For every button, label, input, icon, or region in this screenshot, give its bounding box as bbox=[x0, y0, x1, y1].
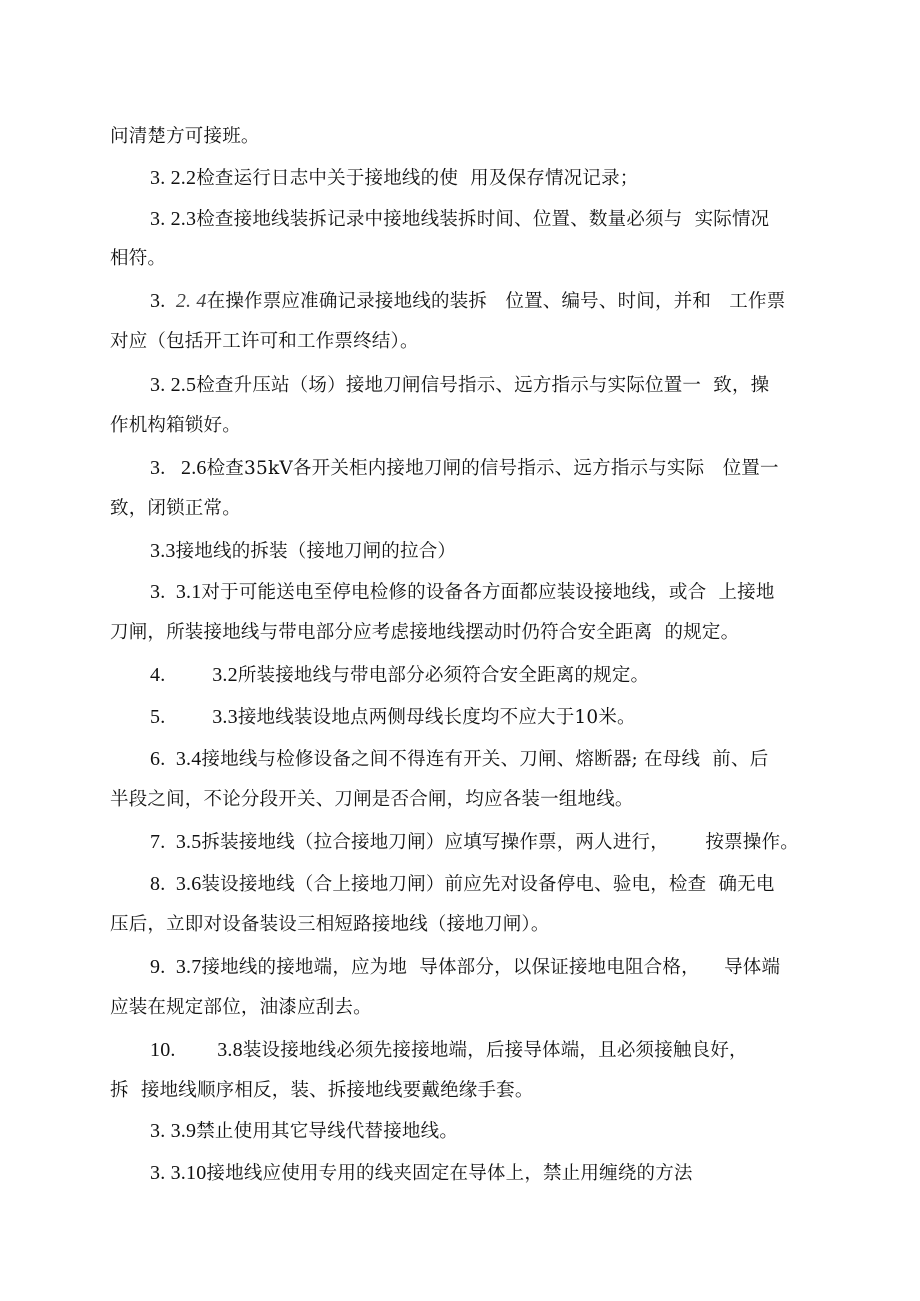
item-prefix: 3. bbox=[150, 290, 176, 312]
line-text: 相符。 bbox=[110, 248, 167, 269]
text-line-1 bbox=[110, 125, 260, 149]
item-prefix: 8. bbox=[150, 873, 176, 895]
text-line-25 bbox=[150, 1119, 458, 1144]
item-number: 3.10 bbox=[170, 1162, 207, 1184]
line-text: 拆装接地线（拉合接地刀闸）应填写操作票，两人进行， 按票操作。 bbox=[201, 832, 799, 853]
line-text: 所装接地线与带电部分必须符合安全距离的规定。 bbox=[237, 665, 650, 686]
text-line-26 bbox=[150, 1161, 693, 1186]
line-text: 禁止使用其它导线代替接地线。 bbox=[196, 1121, 459, 1142]
line-text: 致，闭锁正常。 bbox=[110, 498, 241, 519]
line-text: 对应（包括开工许可和工作票终结）。 bbox=[110, 331, 419, 352]
line-text: 半段之间，不论分段开关、刀闸是否合闸，均应各装一组地线。 bbox=[110, 789, 634, 810]
item-number: 3.5 bbox=[175, 831, 202, 853]
line-text: 装设接地线必须先接接地端，后接导体端，且必须接触良好， bbox=[242, 1040, 748, 1061]
item-prefix: 5. bbox=[150, 706, 213, 728]
line-text: 对于可能送电至停电检修的设备各方面都应装设接地线，或合 上接地 bbox=[201, 582, 775, 603]
item-number: 3.4 bbox=[175, 748, 202, 770]
item-prefix: 9. bbox=[150, 956, 176, 978]
text-line-5 bbox=[150, 289, 785, 314]
item-prefix: 10. bbox=[150, 1039, 218, 1061]
item-prefix: 7. bbox=[150, 831, 176, 853]
text-line-7 bbox=[150, 373, 769, 398]
line-text: 检查接地线装拆记录中接地线装拆时间、位置、数量必须与 实际情况 bbox=[196, 209, 770, 230]
line-text: 装设接地线（合上接地刀闸）前应先对设备停电、验电，检查 确无电 bbox=[201, 874, 775, 895]
line-text: 作机构箱锁好。 bbox=[110, 415, 241, 436]
item-number: 3.3 bbox=[212, 706, 238, 728]
line-text: 刀闸，所装接地线与带电部分应考虑接地线摆动时仍符合安全距离 的规定。 bbox=[110, 622, 740, 643]
item-prefix: 3. bbox=[150, 208, 171, 230]
text-line-21 bbox=[150, 955, 780, 980]
item-number: 3.6 bbox=[175, 873, 202, 895]
item-prefix: 4. bbox=[150, 664, 213, 686]
text-line-8 bbox=[110, 414, 241, 438]
line-text: 问清楚方可接班。 bbox=[110, 126, 260, 147]
text-line-17 bbox=[110, 788, 634, 812]
text-line-14 bbox=[150, 663, 649, 688]
text-line-18 bbox=[150, 830, 799, 855]
text-line-4 bbox=[110, 247, 166, 271]
item-number: 3.8 bbox=[217, 1039, 243, 1061]
item-number: 2.6 bbox=[181, 457, 207, 479]
line-text: 接地线应使用专用的线夹固定在导体上，禁止用缠绕的方法 bbox=[206, 1163, 693, 1184]
text-line-16 bbox=[150, 747, 768, 772]
text-line-24 bbox=[110, 1079, 534, 1103]
text-line-2 bbox=[150, 166, 638, 191]
item-prefix: 3. bbox=[150, 1162, 171, 1184]
line-text: 检查运行日志中关于接地线的使 用及保存情况记录； bbox=[196, 168, 639, 189]
text-line-10 bbox=[110, 497, 241, 521]
item-number: 3.2 bbox=[212, 664, 238, 686]
line-text: 拆 接地线顺序相反，装、拆接地线要戴绝缘手套。 bbox=[110, 1080, 534, 1101]
line-text: 接地线装设地点两侧母线长度均不应大于10米。 bbox=[237, 707, 636, 728]
item-number: 2.5 bbox=[170, 374, 197, 396]
text-line-13 bbox=[110, 621, 739, 645]
text-line-15 bbox=[150, 705, 636, 730]
line-text: 接地线的拆装（接地刀闸的拉合） bbox=[175, 541, 457, 562]
line-text: 接地线与检修设备之间不得连有开关、刀闸、熔断器; 在母线 前、后 bbox=[201, 749, 769, 770]
text-line-19 bbox=[150, 872, 775, 897]
text-line-12 bbox=[150, 580, 775, 605]
text-line-22 bbox=[110, 996, 372, 1020]
item-prefix: 3. bbox=[150, 581, 176, 603]
text-line-9 bbox=[150, 456, 779, 481]
line-text: 检查35kV各开关柜内接地刀闸的信号指示、远方指示与实际 位置一 bbox=[206, 458, 779, 479]
text-line-23 bbox=[150, 1038, 748, 1063]
item-prefix: 6. bbox=[150, 748, 176, 770]
text-line-6 bbox=[110, 330, 419, 354]
item-prefix: 3. bbox=[150, 1120, 171, 1142]
line-text: 在操作票应准确记录接地线的装拆 位置、编号、时间，并和 工作票 bbox=[206, 291, 786, 312]
item-prefix: 3. bbox=[150, 167, 171, 189]
item-number: 3.7 bbox=[175, 956, 202, 978]
item-number: 3.9 bbox=[170, 1120, 197, 1142]
item-prefix: 3. bbox=[150, 457, 181, 479]
text-line-3 bbox=[150, 207, 769, 232]
item-prefix: 3. bbox=[150, 374, 171, 396]
section-heading-3-3 bbox=[150, 539, 456, 564]
item-number: 2. 4 bbox=[175, 290, 207, 312]
line-text: 接地线的接地端，应为地 导体部分，以保证接地电阻合格， 导体端 bbox=[201, 957, 781, 978]
line-text: 压后，立即对设备装设三相短路接地线（接地刀闸）。 bbox=[110, 914, 550, 935]
line-text: 应装在规定部位，油漆应刮去。 bbox=[110, 997, 372, 1018]
item-number: 2.2 bbox=[170, 167, 197, 189]
text-line-20 bbox=[110, 913, 550, 937]
item-number: 3.1 bbox=[175, 581, 202, 603]
item-number: 2.3 bbox=[170, 208, 197, 230]
line-text: 检查升压站（场）接地刀闸信号指示、远方指示与实际位置一 致，操 bbox=[196, 375, 770, 396]
item-number: 3.3 bbox=[150, 540, 176, 562]
